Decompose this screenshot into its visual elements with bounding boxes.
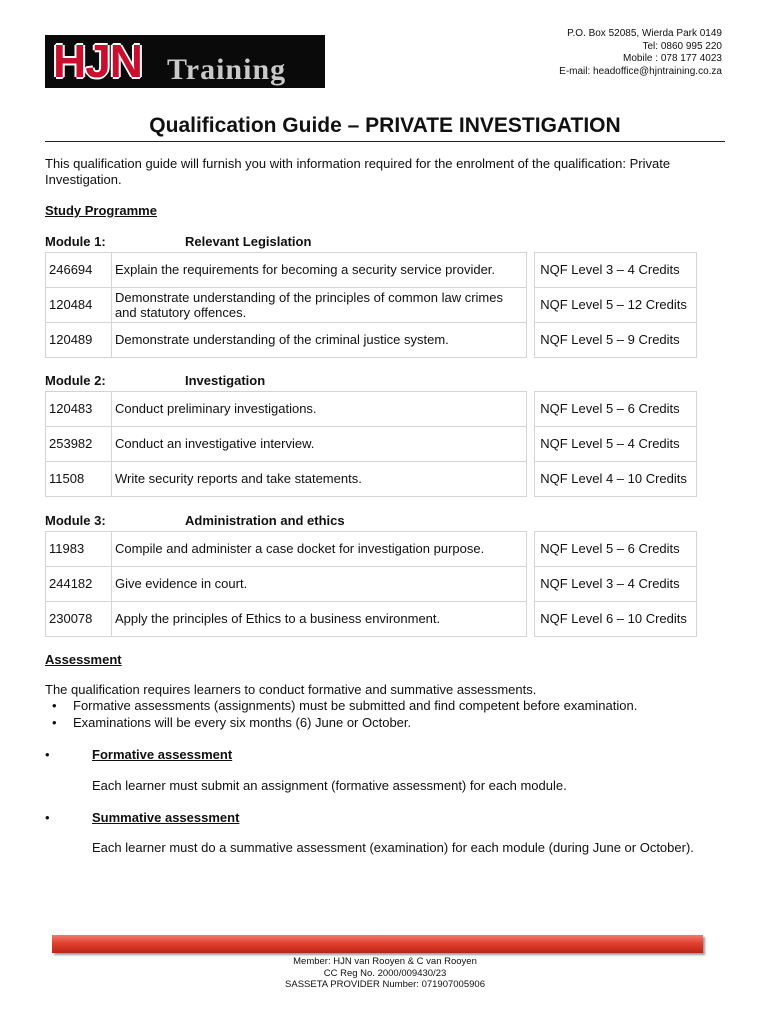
table-row [46, 288, 697, 323]
table-row [46, 602, 697, 637]
module-2-table [45, 391, 697, 497]
bullet-icon: • [52, 698, 57, 713]
module-2-heading [45, 373, 266, 388]
unit-code: 244182 [46, 567, 112, 602]
table-row [46, 323, 697, 358]
unit-description: Apply the principles of Ethics to a business environment. [111, 602, 526, 637]
page-title: Qualification Guide – PRIVATE INVESTIGATION [149, 114, 621, 137]
unit-description: Demonstrate understanding of the criminal justice system. [111, 323, 526, 358]
unit-nqf: NQF Level 6 – 10 Credits [535, 602, 697, 637]
module-label: Module 2: [45, 373, 106, 388]
contact-email: E-mail: headoffice@hjntraining.co.za [559, 65, 722, 77]
module-1-table [45, 252, 697, 358]
logo-training-text: Training [167, 53, 287, 86]
unit-nqf: NQF Level 5 – 12 Credits [535, 288, 697, 323]
unit-nqf: NQF Level 4 – 10 Credits [535, 462, 697, 497]
module-label: Module 3: [45, 513, 106, 528]
table-row [46, 532, 697, 567]
contact-tel: Tel: 0860 995 220 [642, 40, 722, 52]
unit-code: 246694 [46, 253, 112, 288]
module-label: Module 1: [45, 234, 106, 249]
module-name: Relevant Legislation [185, 234, 312, 249]
bullet-icon: • [45, 747, 50, 762]
company-logo [45, 35, 325, 88]
unit-code: 11508 [46, 462, 112, 497]
footer-provider-number: SASSETA PROVIDER Number: 071907005906 [285, 979, 485, 990]
unit-code: 120483 [46, 392, 112, 427]
intro-paragraph: This qualification guide will furnish you with information required for the enrolment of the qualification: Private Investigation. [45, 156, 671, 187]
table-row [46, 427, 697, 462]
assessment-heading: Assessment [45, 652, 122, 667]
assessment-intro: The qualification requires learners to conduct formative and summative assessments. [45, 682, 537, 697]
unit-description: Conduct an investigative interview. [111, 427, 526, 462]
footer-decorative-bar [52, 935, 703, 953]
bullet-icon: • [52, 715, 57, 730]
unit-nqf: NQF Level 5 – 9 Credits [535, 323, 697, 358]
unit-nqf: NQF Level 3 – 4 Credits [535, 253, 697, 288]
footer-members: Member: HJN van Rooyen & C van Rooyen [293, 956, 477, 967]
title-divider [45, 141, 725, 142]
unit-nqf: NQF Level 3 – 4 Credits [535, 567, 697, 602]
bullet-icon: • [45, 810, 50, 825]
unit-code: 11983 [46, 532, 112, 567]
module-name: Administration and ethics [185, 513, 345, 528]
unit-description: Conduct preliminary investigations. [111, 392, 526, 427]
unit-description: Give evidence in court. [111, 567, 526, 602]
logo-hjn-text: HJN [53, 35, 143, 87]
footer-reg-no: CC Reg No. 2000/009430/23 [323, 967, 447, 979]
summative-heading: Summative assessment [92, 810, 240, 825]
unit-description: Compile and administer a case docket for investigation purpose. [111, 532, 526, 567]
unit-nqf: NQF Level 5 – 6 Credits [535, 532, 697, 567]
table-row [46, 462, 697, 497]
study-programme-heading: Study Programme [45, 203, 157, 218]
contact-address: P.O. Box 52085, Wierda Park 0149 [567, 28, 722, 39]
module-name: Investigation [185, 373, 266, 388]
contact-mobile: Mobile : 078 177 4023 [623, 53, 722, 64]
unit-nqf: NQF Level 5 – 6 Credits [535, 392, 697, 427]
module-3-heading [45, 513, 345, 528]
footer [0, 956, 770, 991]
summative-text: Each learner must do a summative assessment (examination) for each module (during June or October). [92, 840, 694, 855]
unit-description: Explain the requirements for becoming a security service provider. [111, 253, 526, 288]
unit-code: 230078 [46, 602, 112, 637]
unit-code: 120489 [46, 323, 112, 358]
unit-description: Demonstrate understanding of the principles of common law crimes and statutory offences. [111, 288, 526, 323]
formative-heading: Formative assessment [92, 747, 233, 762]
table-row [46, 567, 697, 602]
table-row [46, 253, 697, 288]
contact-details [559, 28, 722, 78]
module-3-table [45, 531, 697, 637]
formative-text: Each learner must submit an assignment (formative assessment) for each module. [92, 778, 567, 793]
unit-code: 253982 [46, 427, 112, 462]
unit-description: Write security reports and take statements. [111, 462, 526, 497]
unit-code: 120484 [46, 288, 112, 323]
table-row [46, 392, 697, 427]
module-1-heading [45, 234, 312, 249]
unit-nqf: NQF Level 5 – 4 Credits [535, 427, 697, 462]
